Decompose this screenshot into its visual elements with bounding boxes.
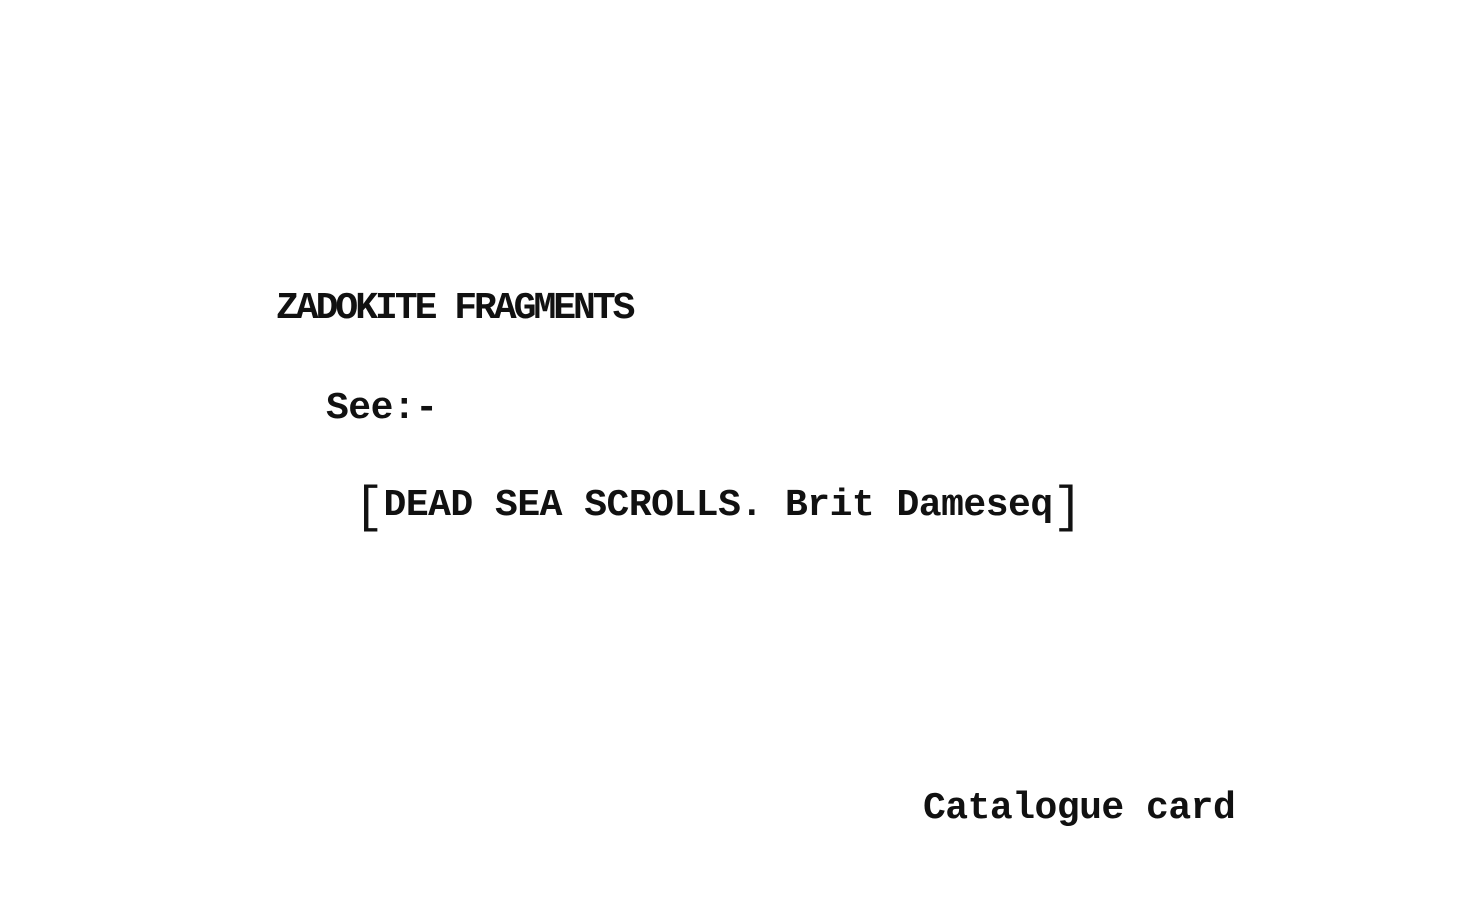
open-bracket: [ (354, 480, 384, 537)
cross-reference-text: DEAD SEA SCROLLS. Brit Dameseq (383, 484, 1053, 527)
card-heading: ZADOKITE FRAGMENTS (276, 287, 633, 330)
card-footer: Catalogue card (923, 787, 1236, 830)
cross-reference (354, 480, 1083, 537)
see-label: See:- (326, 387, 438, 430)
close-bracket: ] (1052, 480, 1083, 537)
